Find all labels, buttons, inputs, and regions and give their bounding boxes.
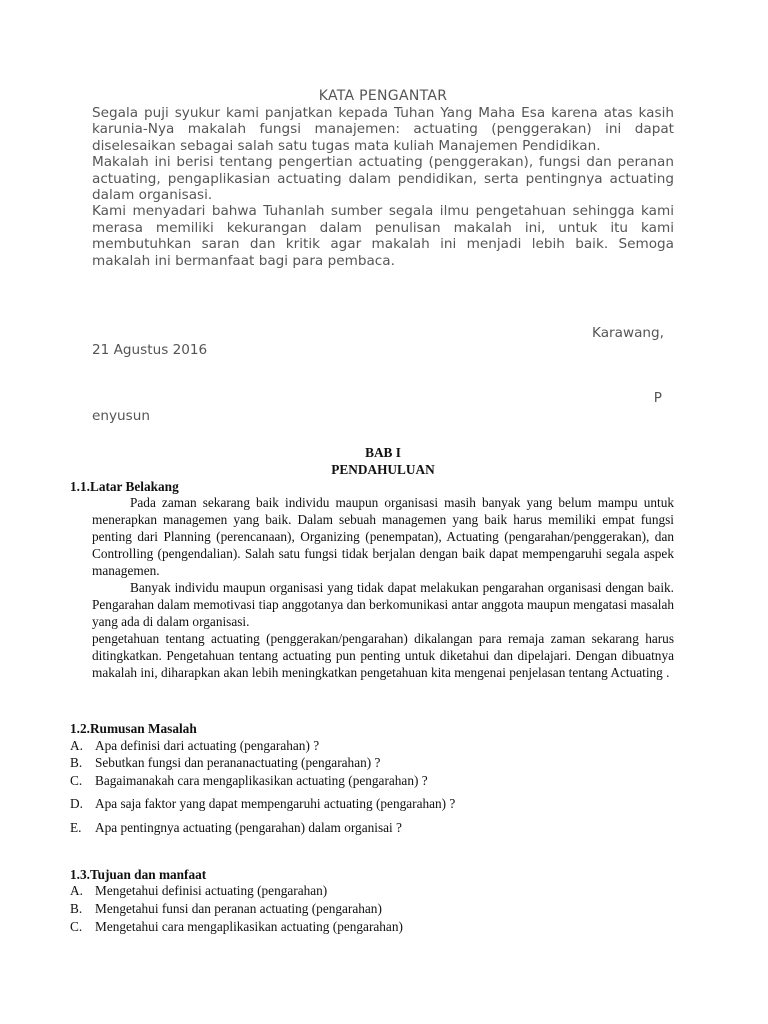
- list-marker: C.: [70, 773, 83, 788]
- signature-place: Karawang,: [592, 325, 664, 341]
- latar-body: [92, 494, 674, 681]
- section-heading-rumusan: 1.2.Rumusan Masalah: [70, 721, 197, 736]
- chapter-title: PENDAHULUAN: [331, 462, 435, 477]
- preface-title: KATA PENGANTAR: [318, 88, 448, 104]
- signature-date: 21 Agustus 2016: [92, 342, 208, 358]
- list-item-text: Apa pentingnya actuating (pengarahan) dalam organisai ?: [95, 820, 402, 835]
- section-heading-tujuan: 1.3.Tujuan dan manfaat: [70, 867, 207, 882]
- list-item-text: Mengetahui cara mengaplikasikan actuating (pengarahan): [95, 919, 403, 934]
- latar-paragraph: pengetahuan tentang actuating (penggerakan/pengarahan) dikalangan para remaja zaman sekarang harus ditingkatkan. Pengetahuan tentang actuating pun penting untuk diketahui dan dipelajari. Dengan dibuatnya makalah ini, diharapkan akan lebih meningkatkan pengetahuan kita mengenai penjelasan tentang Actuating .: [92, 631, 674, 680]
- list-marker: A.: [70, 738, 83, 753]
- chapter-number: BAB I: [365, 445, 401, 460]
- list-item: [70, 754, 380, 771]
- list-item: [70, 737, 319, 754]
- signature-author-first-letter: P: [653, 390, 662, 406]
- list-marker: E.: [70, 820, 82, 835]
- signature-author-rest: enyusun: [92, 408, 150, 424]
- list-item-text: Mengetahui definisi actuating (pengarahan): [95, 883, 328, 898]
- list-item: [70, 918, 403, 935]
- latar-paragraph: Banyak individu maupun organisasi yang tidak dapat melakukan pengarahan organisasi dengan baik. Pengarahan dalam memotivasi tiap anggotanya dan berkomunikasi antar anggota maupun mengatasi masalah yang ada di dalam organisasi.: [92, 580, 674, 629]
- preface-paragraph: Makalah ini berisi tentang pengertian actuating (penggerakan), fungsi dan peranan actuating, pengaplikasian actuating dalam pendidikan, serta pentingnya actuating dalam organisasi.: [92, 154, 674, 204]
- list-marker: C.: [70, 919, 83, 934]
- preface-body: [92, 105, 674, 269]
- list-item: [70, 772, 428, 789]
- list-item: [70, 795, 455, 812]
- latar-paragraph: Pada zaman sekarang baik individu maupun organisasi masih banyak yang belum mampu untuk menerapkan managemen yang baik. Dalam sebuah managemen yang baik harus memiliki empat fungsi penting dari Planning (perencanaan), Organizing (penempatan), Actuating (pengarahan/penggerakan), dan Controlling (pengendalian). Salah satu fungsi tidak berjalan dengan baik dapat mempengaruhi segala aspek managemen.: [92, 495, 674, 578]
- list-marker: D.: [70, 796, 83, 811]
- list-item: [70, 882, 327, 899]
- preface-paragraph: Segala puji syukur kami panjatkan kepada Tuhan Yang Maha Esa karena atas kasih karunia-Nya makalah fungsi manajemen: actuating (penggerakan) ini dapat diselesaikan sebagai salah satu tugas mata kuliah Manajemen Pendidikan.: [92, 105, 674, 154]
- list-item-text: Sebutkan fungsi dan perananactuating (pengarahan) ?: [95, 755, 381, 770]
- list-marker: B.: [70, 901, 83, 916]
- preface-paragraph: Kami menyadari bahwa Tuhanlah sumber segala ilmu pengetahuan sehingga kami merasa memiliki kekurangan dalam penulisan makalah ini, untuk itu kami membutuhkan saran dan kritik agar makalah ini menjadi lebih baik. Semoga makalah ini bermanfaat bagi para pembaca.: [92, 203, 674, 269]
- list-item-text: Apa definisi dari actuating (pengarahan) ?: [95, 738, 320, 753]
- list-item: [70, 900, 382, 917]
- list-item-text: Apa saja faktor yang dapat mempengaruhi actuating (pengarahan) ?: [95, 796, 456, 811]
- list-marker: A.: [70, 883, 83, 898]
- list-item-text: Bagaimanakah cara mengaplikasikan actuating (pengarahan) ?: [95, 773, 428, 788]
- list-item-text: Mengetahui funsi dan peranan actuating (pengarahan): [95, 901, 382, 916]
- list-marker: B.: [70, 755, 83, 770]
- section-heading-latar: 1.1.Latar Belakang: [70, 479, 179, 494]
- list-item: [70, 819, 402, 836]
